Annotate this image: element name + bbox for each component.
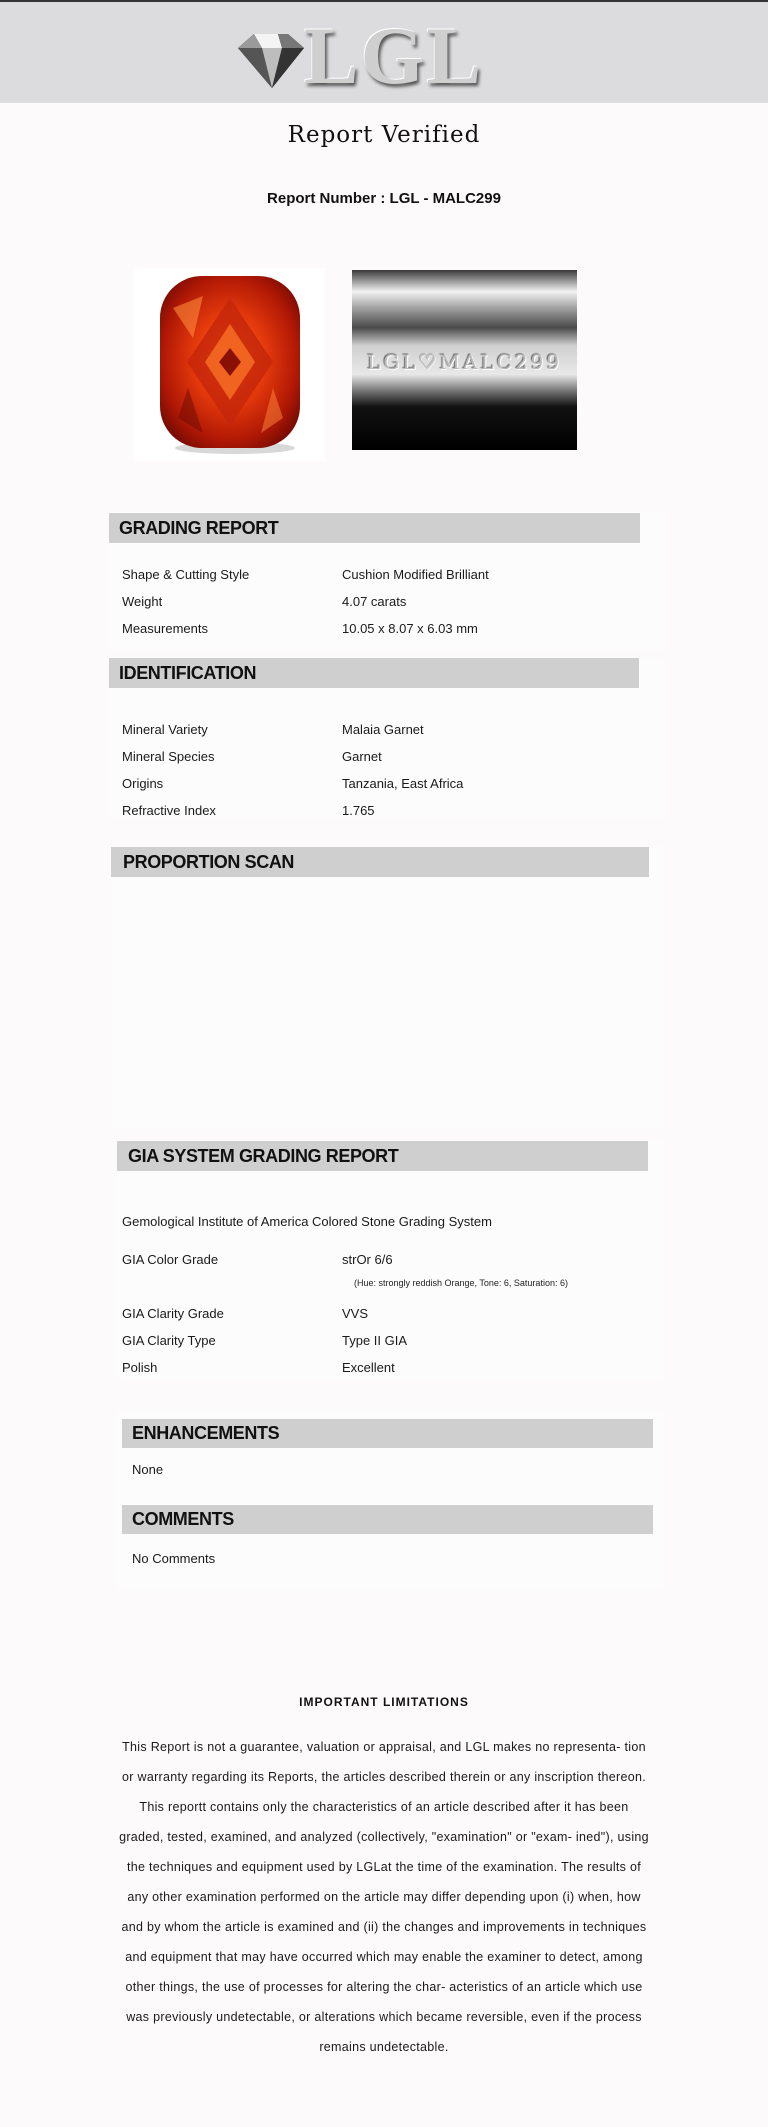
row-label: Origins [122, 776, 164, 791]
comments-heading: COMMENTS [122, 1505, 653, 1534]
enhancements-value: None [132, 1462, 164, 1477]
row-label: GIA Clarity Type [122, 1333, 216, 1348]
row-value: Garnet [342, 749, 382, 764]
lgl-logo[interactable] [232, 10, 490, 101]
color-grade-note: (Hue: strongly reddish Orange, Tone: 6, Saturation: 6) [354, 1278, 568, 1288]
row-value: Type II GIA [342, 1333, 408, 1348]
row-label: Polish [122, 1360, 158, 1375]
gia-system-subtitle: Gemological Institute of America Colored Stone Grading System [122, 1214, 492, 1229]
gem-photo [133, 268, 325, 461]
proportion-scan-panel [111, 846, 665, 1128]
enhancements-heading: ENHANCEMENTS [122, 1419, 653, 1448]
limitations-heading: IMPORTANT LIMITATIONS [299, 1695, 469, 1709]
laser-inscription: LGL♡MALC299 [366, 350, 563, 374]
row-value: Cushion Modified Brilliant [342, 567, 489, 582]
row-value: strOr 6/6 [342, 1252, 393, 1267]
report-number: Report Number : LGL - MALC299 [267, 190, 501, 207]
grading-report-heading: GRADING REPORT [109, 513, 640, 543]
comments-value: No Comments [132, 1551, 216, 1566]
limitations-text: This Report is not a guarantee, valuation or appraisal, and LGL makes no representa- tion or warranty regarding its Reports, the articles described therein or any inscription thereon. This reportt contains only the characteristics of an article described after it has been graded, tested, examined, and analyzed (collectively, "examination" or "exam- ined"), using the techniques and equipment used by LGLat the time of the examination. The results of any other examination performed on the article may differ depending upon (i) when, how and by whom the article is examined and (ii) the changes and improvements in techniques and equipment that may have occurred which may enable the examiner to detect, among other things, the use of processes for altering the char- acteristics of an article which use was previously undetectable, or alterations which became reversible, even if the process remains undetectable. [119, 1740, 649, 2054]
row-label: Refractive Index [122, 803, 216, 818]
row-label: Shape & Cutting Style [122, 567, 250, 582]
row-value: VVS [342, 1306, 369, 1321]
identification-heading: IDENTIFICATION [109, 658, 639, 688]
site-header [0, 2, 768, 103]
row-value: 1.765 [342, 803, 375, 818]
row-label: Mineral Variety [122, 722, 208, 737]
row-label: GIA Clarity Grade [122, 1306, 224, 1321]
row-value: Malaia Garnet [342, 722, 424, 737]
logo-text: LGL [304, 10, 484, 101]
row-value: Excellent [342, 1360, 395, 1375]
page-title: Report Verified [287, 122, 481, 148]
gia-system-heading: GIA SYSTEM GRADING REPORT [117, 1141, 648, 1171]
row-value: Tanzania, East Africa [342, 776, 464, 791]
proportion-scan-heading: PROPORTION SCAN [111, 847, 649, 877]
diamond-icon [232, 30, 306, 90]
row-label: Mineral Species [122, 749, 215, 764]
inscription-photo [352, 270, 577, 450]
row-value: 4.07 carats [342, 594, 407, 609]
row-label: Measurements [122, 621, 208, 636]
row-label: GIA Color Grade [122, 1252, 219, 1267]
row-value: 10.05 x 8.07 x 6.03 mm [342, 621, 478, 636]
row-label: Weight [122, 594, 163, 609]
